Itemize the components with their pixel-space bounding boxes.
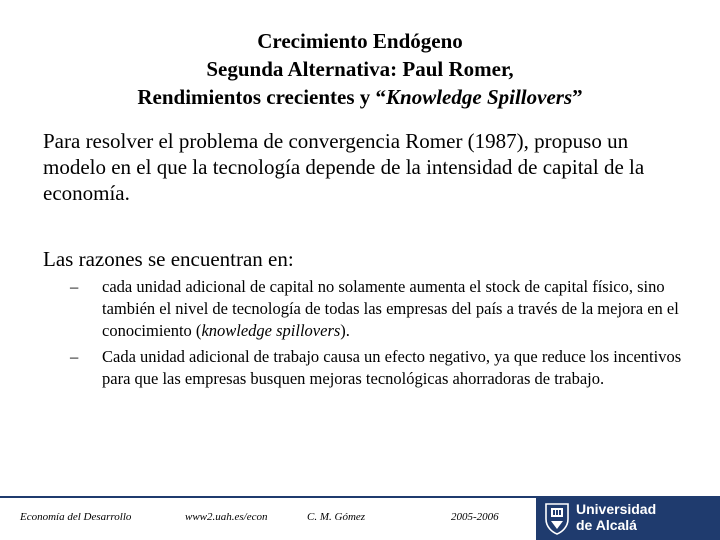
slide-title <box>0 27 720 111</box>
bullet-text <box>70 276 700 342</box>
footer-author: C. M. Gómez <box>307 511 366 523</box>
title-line-3 <box>0 83 720 111</box>
bullet-1-italic: knowledge spillovers <box>201 321 341 340</box>
university-crest-icon <box>544 501 570 535</box>
title-line-1: Crecimiento Endógeno <box>257 29 463 53</box>
bullet-2-text: Cada unidad adicional de trabajo causa un efecto negativo, ya que reduce los incentivos para que las empresas busquen mejoras tecnológicas ahorradoras de trabajo. <box>102 347 682 388</box>
footer-url: www2.uah.es/econ <box>185 511 268 523</box>
bullet-1-text: cada unidad adicional de capital no solamente aumenta el stock de capital físico, sino también el nivel de tecnología de todas las empresas del país a través de la mejora en el conocimiento ( <box>102 277 679 340</box>
bullet-dash: – <box>70 347 79 366</box>
title-line-3-text: Rendimientos crecientes y “ <box>137 85 387 109</box>
footer-divider <box>0 496 536 498</box>
title-line-2: Segunda Alternativa: Paul Romer, <box>206 57 514 81</box>
bullet-dash: – <box>70 277 79 296</box>
logo-line-1: Universidad <box>576 501 657 517</box>
university-logo <box>536 496 720 540</box>
logo-line-2: de Alcalá <box>576 517 637 533</box>
paragraph-2: Las razones se encuentran en: <box>43 247 294 271</box>
footer <box>0 496 720 540</box>
bullet-1-after: ). <box>340 321 350 340</box>
title-line-3-italic: Knowledge Spillovers <box>386 85 573 109</box>
footer-course: Economía del Desarrollo <box>20 511 132 523</box>
bullet-2 <box>70 346 700 390</box>
logo-text <box>576 501 656 533</box>
title-line-3-close: ” <box>572 85 583 109</box>
paragraph-1: Para resolver el problema de convergencia Romer (1987), propuso un modelo en el que la tecnología depende de la intensidad de capital de la economía. <box>43 129 645 205</box>
footer-years: 2005-2006 <box>451 511 499 523</box>
bullet-1 <box>70 276 700 342</box>
